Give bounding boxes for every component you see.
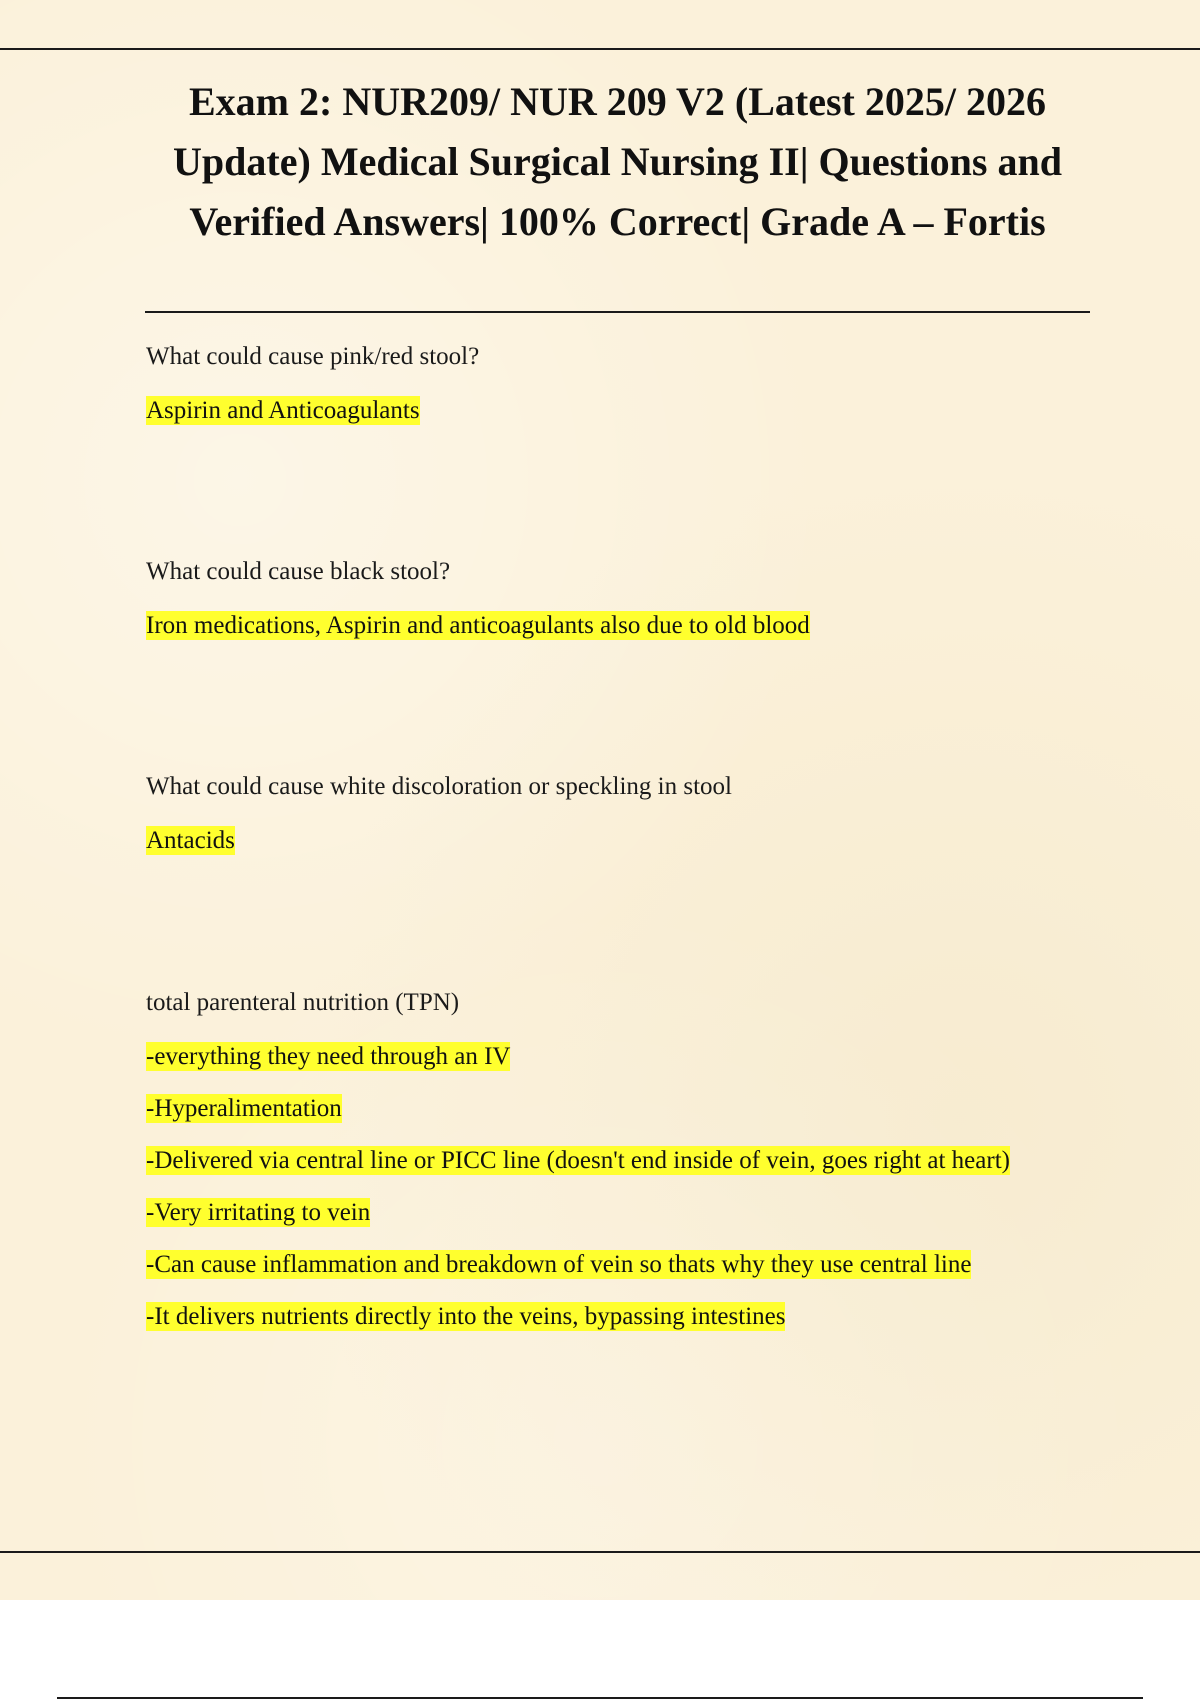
answer-highlight: Iron medications, Aspirin and anticoagulants also due to old blood	[146, 612, 810, 639]
answer-block	[146, 1040, 1086, 1334]
question-text: What could cause white discoloration or speckling in stool	[146, 773, 732, 800]
question-text: What could cause pink/red stool?	[146, 343, 480, 370]
answer-highlight: -It delivers nutrients directly into the veins, bypassing intestines	[146, 1303, 786, 1330]
answer-highlight: Antacids	[146, 827, 235, 854]
document-title: Exam 2: NUR209/ NUR 209 V2 (Latest 2025/ 2026 Update) Medical Surgical Nursing II| Questions and Verified Answers| 100% Correct| Grade A – Fortis	[173, 79, 1062, 244]
answer-line	[146, 1040, 1086, 1074]
question-text: What could cause black stool?	[146, 558, 451, 585]
answer-block	[146, 824, 1086, 858]
qa-item	[146, 986, 1086, 1334]
page-bottom-rule	[57, 1697, 1143, 1699]
answer-line	[146, 1144, 1086, 1178]
answer-highlight: Aspirin and Anticoagulants	[146, 397, 420, 424]
header-divider	[0, 48, 1200, 50]
answer-line	[146, 1248, 1086, 1282]
answer-line	[146, 1196, 1086, 1230]
qa-item	[146, 340, 1086, 428]
qa-item	[146, 770, 1086, 858]
answer-line	[146, 1092, 1086, 1126]
answer-line	[146, 394, 1086, 428]
answer-line	[146, 1300, 1086, 1334]
answer-line	[146, 824, 1086, 858]
answer-line	[146, 609, 1086, 643]
answer-highlight: -everything they need through an IV	[146, 1043, 511, 1070]
answer-block	[146, 609, 1086, 643]
title-underline	[145, 311, 1090, 313]
qa-item	[146, 555, 1086, 643]
question-text: total parenteral nutrition (TPN)	[146, 989, 460, 1016]
answer-block	[146, 394, 1086, 428]
answer-highlight: -Can cause inflammation and breakdown of vein so thats why they use central line	[146, 1251, 972, 1278]
answer-highlight: -Hyperalimentation	[146, 1095, 342, 1122]
footer-divider	[0, 1551, 1200, 1553]
answer-highlight: -Very irritating to vein	[146, 1199, 371, 1226]
answer-highlight: -Delivered via central line or PICC line (doesn't end inside of vein, goes right at heart)	[146, 1147, 1010, 1174]
